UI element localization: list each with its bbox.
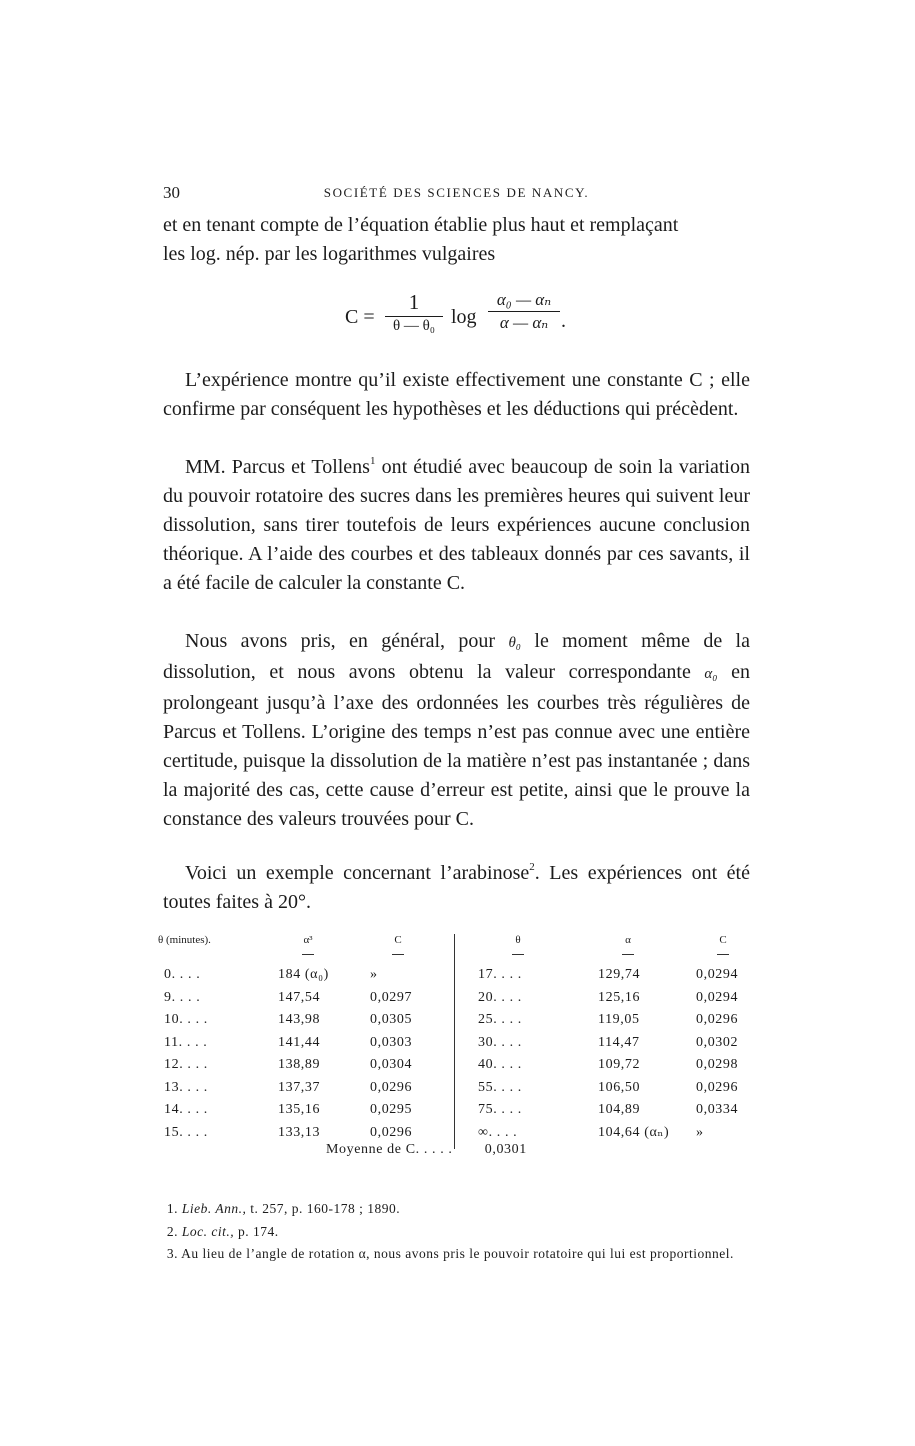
table-cell-theta: 20. . . . (478, 989, 522, 1005)
table-cell-theta: 9. . . . (164, 989, 201, 1005)
table-right-column (458, 964, 753, 1144)
table-row (458, 1054, 753, 1077)
formula-fraction-1-numerator: 1 (385, 290, 443, 317)
paragraph-methodology-part2: le moment même de la dissolution, et nous avons obtenu la valeur correspondante (163, 630, 750, 683)
footnotes (163, 1198, 750, 1266)
table-cell-alpha: 135,16 (278, 1102, 321, 1117)
footnote-ref-1: 1 (369, 455, 376, 467)
footnote-1: 1. Lieb. Ann., t. 257, p. 160-178 ; 1890. (166, 1201, 401, 1216)
footnote-ref-2: 2 (529, 861, 535, 873)
table-divider (454, 934, 455, 1149)
running-title: SOCIÉTÉ DES SCIENCES DE NANCY. (323, 185, 590, 200)
table-cell-c: 0,0294 (696, 967, 739, 982)
table-cell-c: 0,0334 (696, 1102, 739, 1117)
table-cell-alpha: 104,89 (598, 1102, 641, 1117)
table-cell-alpha: 141,44 (278, 1034, 321, 1050)
table-cell-alpha: 119,05 (598, 1012, 640, 1027)
header-c-left: C (368, 934, 428, 955)
table-cell-theta: 40. . . . (478, 1057, 522, 1072)
table-cell-alpha: 106,50 (598, 1079, 641, 1095)
table-mean-row (326, 1142, 527, 1158)
table-cell-c: 0,0296 (370, 1124, 413, 1140)
table-cell-theta: 0. . . . (164, 967, 201, 982)
table-cell-theta: 75. . . . (478, 1102, 522, 1117)
formula-fraction-1 (385, 290, 443, 335)
table-cell-alpha: 133,13 (278, 1124, 321, 1140)
header-theta-right: θ (488, 934, 548, 955)
formula-log: log (451, 306, 477, 328)
table-row (158, 1122, 450, 1145)
footnote-2: 2. Loc. cit., p. 174. (166, 1223, 279, 1239)
table-cell-alpha: 138,89 (278, 1057, 321, 1072)
table-cell-theta: 13. . . . (164, 1079, 208, 1095)
header-alpha-right: α (598, 934, 658, 955)
table-header (158, 930, 753, 962)
header-c-right: C (693, 934, 753, 955)
table-cell-theta: 11. . . . (164, 1034, 208, 1050)
formula-fraction-1-denominator: θ — θ₀ (392, 318, 436, 334)
paragraph-intro-line1: et en tenant compte de l’équation établie plus haut et remplaçant (163, 214, 679, 236)
table-cell-c: 0,0304 (370, 1057, 413, 1072)
table-cell-c: 0,0302 (696, 1034, 739, 1050)
table-cell-c: 0,0305 (370, 1012, 413, 1027)
table-cell-alpha: 114,47 (598, 1034, 640, 1050)
table-cell-theta: 12. . . . (164, 1057, 208, 1072)
paragraph-arabinose (163, 859, 750, 917)
table-row (158, 1099, 450, 1122)
formula-fraction-2-denominator: α — αₙ (499, 313, 549, 332)
table-row (458, 1009, 753, 1032)
table-cell-c: 0,0298 (696, 1057, 739, 1072)
paragraph-intro (163, 211, 750, 269)
alpha-zero-symbol: α₀ (704, 666, 718, 682)
table-cell-theta: 25. . . . (478, 1012, 522, 1027)
paragraph-parcus-tollens (163, 453, 750, 598)
footnote-3: 3. Au lieu de l’angle de rotation α, nous avons pris le pouvoir rotatoire qui lui est proportionnel. (166, 1246, 734, 1261)
table-row (458, 1077, 753, 1100)
table-cell-c: 0,0297 (370, 989, 413, 1005)
table-cell-c: » (696, 1124, 704, 1140)
table-row (458, 987, 753, 1010)
table-left-column (158, 964, 450, 1144)
table-cell-theta: 30. . . . (478, 1034, 522, 1050)
table-row (458, 1122, 753, 1145)
formula-end: . (561, 310, 566, 332)
table-cell-c: 0,0296 (696, 1012, 739, 1027)
mean-label: Moyenne de C. . . . . (326, 1142, 453, 1157)
table-cell-alpha: 143,98 (278, 1012, 321, 1027)
header-theta-minutes: θ (minutes). (158, 934, 211, 946)
formula-fraction-2 (488, 290, 560, 333)
paragraph-methodology-part3: en prolongeant jusqu’à l’axe des ordonnées les courbes très régulières de Parcus et Tollens. L’origine des temps n’est pas connue avec une entière certitude, puisque la dissolution de la matière n’est pas instantanée ; dans la majorité des cas, cette cause d’erreur est petite, ainsi que le prouve la constance des valeurs trouvées pour C. (163, 661, 750, 830)
page-header (163, 183, 750, 205)
table-cell-theta: 14. . . . (164, 1102, 208, 1117)
table-cell-alpha: 129,74 (598, 967, 641, 982)
table-row (158, 1077, 450, 1100)
paragraph-parcus-tollens-rest: ont étudié avec beaucoup de soin la variation du pouvoir rotatoire des sucres dans les premières heures qui suivent leur dissolution, sans tirer toutefois de leurs expériences aucune conclusion théorique. A l’aide des courbes et des tableaux donnés par ces savants, il a été facile de calculer la constante C. (163, 456, 750, 594)
table-cell-c: 0,0294 (696, 989, 739, 1005)
table-row (458, 1032, 753, 1055)
paragraph-methodology (163, 627, 750, 834)
formula-fraction-2-numerator: α₀ — αₙ (488, 290, 560, 312)
mean-value: 0,0301 (484, 1142, 527, 1157)
theta-zero-symbol: θ₀ (508, 635, 522, 651)
formula-lhs: C = (345, 306, 375, 328)
table-cell-theta: 15. . . . (164, 1124, 208, 1140)
table-cell-theta: ∞. . . . (478, 1124, 518, 1140)
table-cell-alpha: 125,16 (598, 989, 641, 1005)
table-cell-alpha: 109,72 (598, 1057, 641, 1072)
table-row (158, 1009, 450, 1032)
table-row (158, 987, 450, 1010)
table-row (158, 1054, 450, 1077)
paragraph-arabinose-start: Voici un exemple concernant l’arabinose (185, 862, 530, 884)
table-cell-alpha: 147,54 (278, 989, 321, 1005)
page-number: 30 (163, 183, 180, 202)
table-cell-theta: 10. . . . (164, 1012, 208, 1027)
paragraph-parcus-tollens-start: MM. Parcus et Tollens (185, 456, 370, 478)
arabinose-data-table (158, 930, 753, 1170)
paragraph-experience: L’expérience montre qu’il existe effectivement une constante C ; elle confirme par conséquent les hypothèses et les déductions qui précèdent. (163, 369, 750, 420)
paragraph-arabinose-rest: . Les expériences ont été toutes faites à 20°. (163, 862, 750, 913)
table-row (458, 1099, 753, 1122)
table-row (158, 1032, 450, 1055)
table-row (158, 964, 450, 987)
table-cell-alpha: 184 (α₀) (278, 967, 329, 982)
table-cell-alpha: 104,64 (αₙ) (598, 1124, 670, 1140)
table-cell-c: 0,0296 (370, 1079, 413, 1095)
table-cell-c: » (370, 967, 378, 982)
table-row (458, 964, 753, 987)
table-cell-c: 0,0303 (370, 1034, 413, 1050)
table-cell-c: 0,0295 (370, 1102, 413, 1117)
paragraph-methodology-part1: Nous avons pris, en général, pour (185, 630, 509, 652)
table-cell-alpha: 137,37 (278, 1079, 321, 1095)
table-cell-theta: 17. . . . (478, 967, 522, 982)
table-cell-c: 0,0296 (696, 1079, 739, 1095)
table-cell-theta: 55. . . . (478, 1079, 522, 1095)
header-alpha-left: α³ (278, 934, 338, 955)
paragraph-intro-line2: les log. nép. par les logarithmes vulgaires (163, 243, 496, 265)
formula-constant-c (345, 290, 585, 350)
